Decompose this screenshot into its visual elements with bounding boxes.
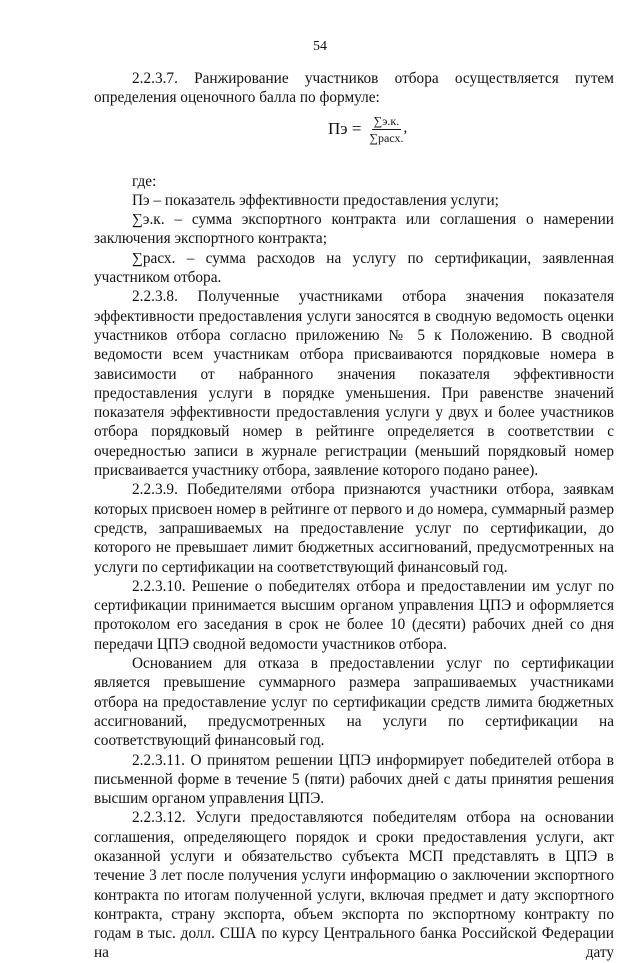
document-body xyxy=(94,69,614,963)
formula-fraction xyxy=(369,114,403,145)
definition-sum-rash: ∑расх. – сумма расходов на услугу по сертификации, заявленная участником отбора. xyxy=(94,249,614,287)
paragraph-2-2-3-11: 2.2.3.11. О принятом решении ЦПЭ информирует победителей отбора в письменной форме в течение 5 (пяти) рабочих дней с даты принятия решения высшим органом управления ЦПЭ. xyxy=(94,751,614,808)
paragraph-2-2-3-12: 2.2.3.12. Услуги предоставляются победителям отбора на основании соглашения, определяющего порядок и сроки предоставления услуги, акт оказанной услуги и обязательство субъекта МСП представлять в ЦПЭ в течение 3 лет после получения услуги информацию о заключении экспортного контракта по итогам полученной услуги, включая предмет и дату экспортного контракта, страну экспорта, объем экспорта по экспортному контракту по годам в тыс. долл. США по курсу Центрального банка Российской Федерации на дату xyxy=(94,809,614,962)
where-label: где: xyxy=(132,172,157,190)
paragraph-2-2-3-8: 2.2.3.8. Полученные участниками отбора значения показателя эффективности предоставления услуги заносятся в сводную ведомость оценки участников отбора согласно приложению № 5 к Положению. В сводной ведомости всем участникам отбора присваиваются порядковые номера в зависимости от набранного значения показателя эффективности предоставления услуги в порядке уменьшения. При равенстве значений показателя эффективности предоставления услуги у двух и более участников отбора порядковый номер в рейтинге определяется в соответствии с очередностью записи в журнале регистрации (меньший порядковый номер присваивается участнику отбора, заявление которого подано ранее). xyxy=(94,288,614,480)
formula-numerator: ∑э.к. xyxy=(373,113,400,128)
formula-block xyxy=(94,108,614,172)
formula-comma: , xyxy=(403,120,408,137)
paragraph-2-2-3-7: 2.2.3.7. Ранжирование участников отбора осуществляется путем определения оценочного балла по формуле: xyxy=(94,70,614,107)
page-number: 54 xyxy=(313,39,327,54)
formula-lhs: Пэ = xyxy=(328,119,362,139)
paragraph-2-2-3-10: 2.2.3.10. Решение о победителях отбора и предоставлении им услуг по сертификации принимается высшим органом управления ЦПЭ и оформляется протоколом его заседания в срок не более 10 (десяти) рабочих дней со дня передачи ЦПЭ сводной ведомости участников отбора. xyxy=(94,577,614,653)
definition-sum-ek: ∑э.к. – сумма экспортного контракта или соглашения о намерении заключения экспортного контракта; xyxy=(94,211,614,248)
definition-pe: Пэ – показатель эффективности предоставления услуги; xyxy=(132,191,499,209)
paragraph-refusal-grounds: Основанием для отказа в предоставлении услуг по сертификации является превышение суммарного размера запрашиваемых участниками отбора на предоставление услуг по сертификации средств лимита бюджетных ассигнований, предусмотренных на услуги по сертификации на соответствующий финансовый год. xyxy=(94,655,614,750)
paragraph-2-2-3-9: 2.2.3.9. Победителями отбора признаются участники отбора, заявкам которых присвоен номер в рейтинге от первого и до номера, суммарный размер средств, запрашиваемых на предоставление услуг по сертификации, до которого не превышает лимит бюджетных ассигнований, предусмотренных на услуги по сертификации на соответствующий финансовый год. xyxy=(94,481,614,576)
formula-denominator: ∑расх. xyxy=(369,130,404,145)
